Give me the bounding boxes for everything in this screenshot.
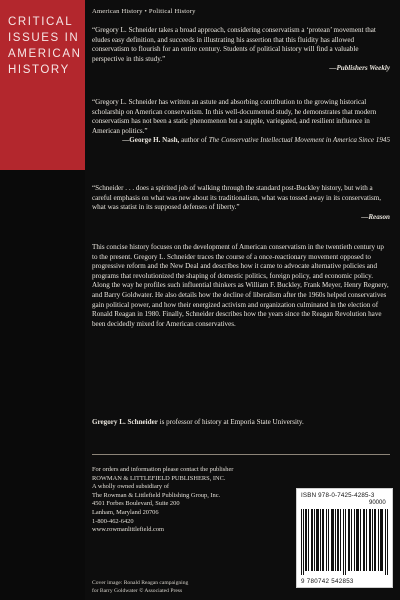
series-line: HISTORY bbox=[8, 64, 70, 76]
review-attribution bbox=[92, 136, 390, 146]
series-title bbox=[8, 14, 80, 78]
review-attribution bbox=[92, 64, 390, 74]
publisher-name: ROWMAN & LITTLEFIELD PUBLISHERS, INC. bbox=[92, 474, 226, 482]
review-text: “Schneider . . . does a spirited job of walking through the standard post-Buckley history, but with a careful emphasis on what was new about its traditionalism, what was tossed away in its conservatism, what was statist in its supposed defenses of liberty.” bbox=[92, 184, 382, 212]
sidebar bbox=[0, 0, 85, 600]
attribution-book: The Conservative Intellectual Movement in America Since 1945 bbox=[208, 136, 390, 145]
isbn-label: ISBN 978-0-7425-4285-3 bbox=[301, 492, 375, 499]
category-label: American History • Political History bbox=[92, 8, 196, 15]
publisher-phone: 1-800-462-6420 bbox=[92, 517, 134, 525]
attribution-source: —Reason bbox=[361, 212, 390, 221]
author-bio-text: is professor of history at Emporia State University. bbox=[157, 418, 304, 426]
publisher-line: For orders and information please contact the publisher bbox=[92, 466, 234, 473]
author-name: Gregory L. Schneider bbox=[92, 418, 158, 426]
publisher-line: The Rowman & Littlefield Publishing Group, Inc. bbox=[92, 491, 221, 499]
divider bbox=[92, 454, 390, 455]
attribution-source: —Publishers Weekly bbox=[329, 64, 390, 73]
review-blurb bbox=[92, 26, 390, 74]
publisher-address: 4501 Forbes Boulevard, Suite 200 bbox=[92, 500, 180, 508]
description-text: This concise history focuses on the development of American conservatism in the twentieth century up to the present. Gregory L. Schneider traces the course of a once-reactionary movement opposed to progressive reform and the New Deal and describes how it came to advocate alternative policies and programs that revolutionized the shaping of domestic politics, foreign policy, and economic policy. Along the way he profiles such influential thinkers as William F. Buckley, Frank Meyer, Henry Regnery, and Barry Goldwater. He also details how the decline of liberalism after the 1960s helped conservatives gain political power, and how their energized activism and organization culminated in the election of Ronald Reagan in 1980. Finally, Schneider describes how the years since the Reagan Revolution have been decidedly mixed for American conservatives. bbox=[92, 243, 389, 328]
review-blurb bbox=[92, 184, 390, 222]
publisher-website: www.rowmanlittlefield.com bbox=[92, 526, 164, 534]
cover-credit bbox=[92, 580, 272, 595]
series-line: AMERICAN bbox=[8, 48, 82, 60]
publisher-line: A wholly owned subsidiary of bbox=[92, 483, 170, 491]
author-bio bbox=[92, 418, 390, 428]
book-description bbox=[92, 243, 390, 329]
caption-line: for Barry Goldwater © Associated Press bbox=[92, 587, 183, 594]
caption-line: Cover image: Ronald Reagan campaigning bbox=[92, 580, 189, 586]
back-cover-content bbox=[92, 0, 395, 600]
review-text: “Gregory L. Schneider takes a broad approach, considering conservatism a ‘protean’ movement that eludes easy definition, and succeeds in illustrating his assertion that this fluidity has allowed conservatism to flourish for an entire century. Students of political history will find a valuable perspective in this study.” bbox=[92, 26, 376, 63]
publisher-address: Lanham, Maryland 20706 bbox=[92, 508, 159, 516]
publisher-info bbox=[92, 466, 272, 535]
review-attribution bbox=[92, 213, 390, 223]
review-text: “Gregory L. Schneider has written an astute and absorbing contribution to the growing historical scholarship on American conservatism. In this well-documented study, he demonstrates that modern conservatism has not been a static phenomenon but a supple, variegated, and resilient influence in American politics.” bbox=[92, 98, 377, 135]
price-code: 90000 bbox=[369, 500, 386, 506]
barcode-icon bbox=[301, 509, 390, 575]
attribution-role: author of bbox=[179, 136, 209, 145]
ean-number: 9 780742 542853 bbox=[301, 578, 354, 585]
series-banner bbox=[0, 0, 85, 170]
series-line: ISSUES IN bbox=[8, 32, 80, 44]
review-blurb bbox=[92, 98, 390, 146]
isbn-barcode bbox=[296, 488, 393, 588]
attribution-source: —George H. Nash, bbox=[122, 136, 180, 145]
series-line: CRITICAL bbox=[8, 16, 74, 28]
